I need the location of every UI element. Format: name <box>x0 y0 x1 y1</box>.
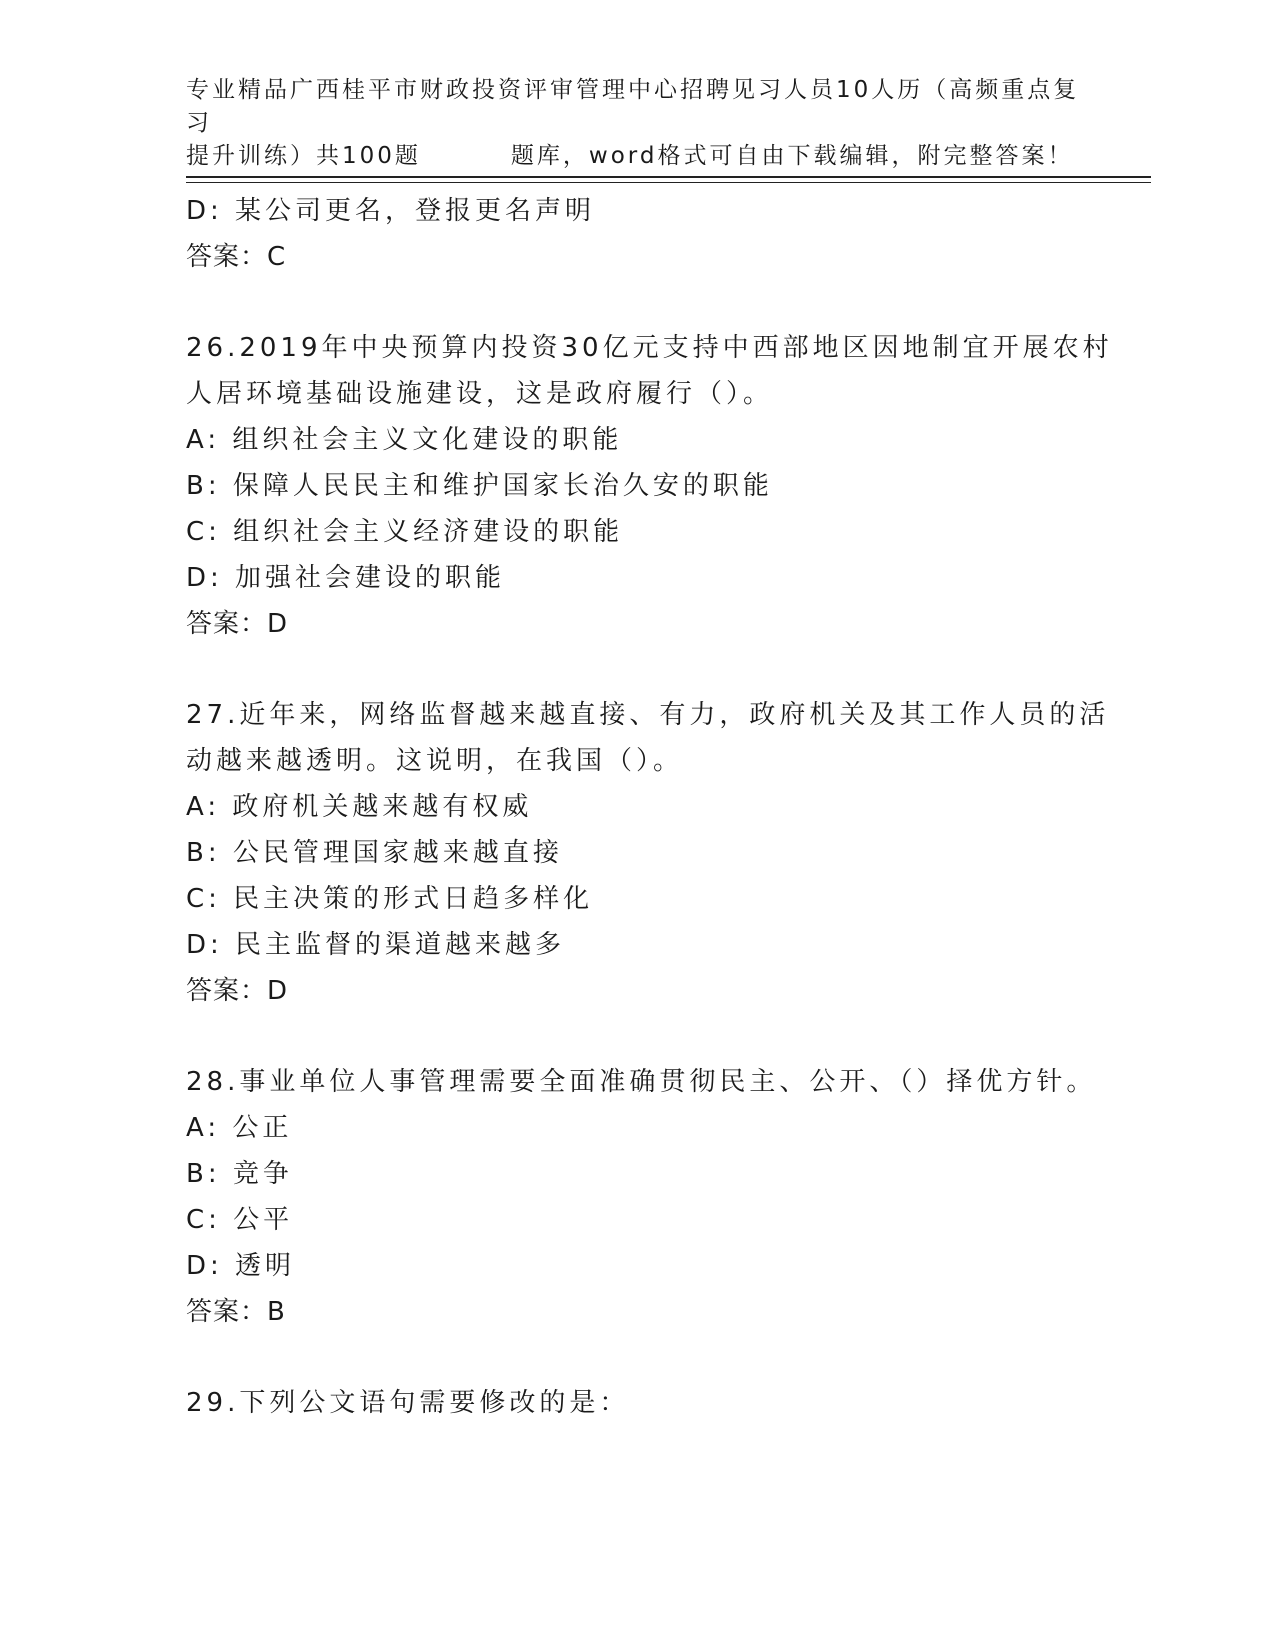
option-d: D: 民主监督的渠道越来越多 <box>186 930 566 960</box>
option-a: A: 组织社会主义文化建设的职能 <box>186 425 623 455</box>
question-stem: 26.2019年中央预算内投资30亿元支持中西部地区因地制宜开展农村 <box>186 333 1113 363</box>
question-stem: 动越来越透明。这说明，在我国（）。 <box>186 746 684 776</box>
option-c: C: 组织社会主义经济建设的职能 <box>186 517 624 547</box>
question-27 <box>186 692 1110 1014</box>
question-26 <box>186 325 1113 647</box>
previous-question-tail <box>186 188 1086 280</box>
header-line-2 <box>186 140 1086 173</box>
option-c: C: 民主决策的形式日趋多样化 <box>186 884 594 914</box>
question-stem: 29.下列公文语句需要修改的是： <box>186 1388 630 1418</box>
answer-line: 答案：B <box>186 1297 286 1327</box>
header-divider-thick <box>186 176 1151 178</box>
option-b: B: 公民管理国家越来越直接 <box>186 838 563 868</box>
option-a: A: 政府机关越来越有权威 <box>186 792 533 822</box>
document-header <box>186 74 1086 173</box>
option-d: D: 加强社会建设的职能 <box>186 563 506 593</box>
header-line-2-part-b: 题库，word格式可自由下载编辑，附完整答案！ <box>510 143 1074 169</box>
header-line-2-part-a: 提升训练）共100题 <box>186 143 421 169</box>
option-a: A: 公正 <box>186 1113 293 1143</box>
option-d: D: 透明 <box>186 1251 296 1281</box>
question-29 <box>186 1380 1086 1426</box>
header-line-1: 专业精品广西桂平市财政投资评审管理中心招聘见习人员10人历（高频重点复习 <box>186 77 1080 136</box>
answer-line: 答案：C <box>186 242 287 272</box>
answer-line: 答案：D <box>186 976 289 1006</box>
question-stem: 28.事业单位人事管理需要全面准确贯彻民主、公开、（）择优方针。 <box>186 1067 1097 1097</box>
question-stem: 人居环境基础设施建设，这是政府履行（）。 <box>186 379 774 409</box>
option-b: B: 保障人民民主和维护国家长治久安的职能 <box>186 471 773 501</box>
question-list <box>186 188 1113 1426</box>
question-stem: 27.近年来，网络监督越来越直接、有力，政府机关及其工作人员的活 <box>186 700 1110 730</box>
answer-line: 答案：D <box>186 609 289 639</box>
header-divider-thin <box>186 182 1151 183</box>
option-b: B: 竞争 <box>186 1159 293 1189</box>
question-28 <box>186 1059 1097 1335</box>
option-c: C: 公平 <box>186 1205 294 1235</box>
option-d: D: 某公司更名，登报更名声明 <box>186 196 596 226</box>
